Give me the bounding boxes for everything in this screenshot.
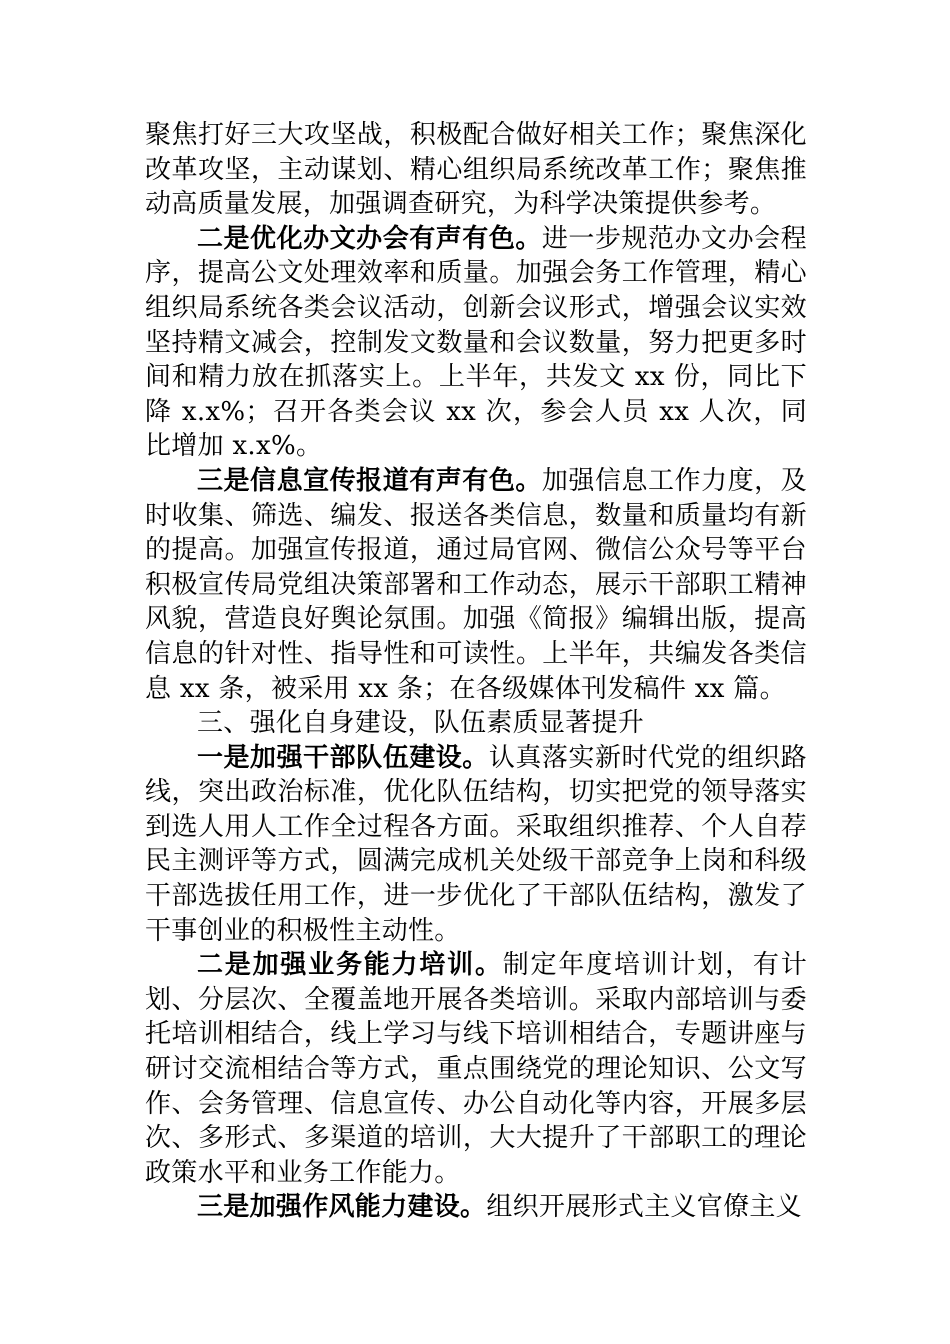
paragraph-6-text: 组织开展形式主义官僚主义 bbox=[486, 1192, 802, 1223]
paragraph-5 bbox=[145, 948, 807, 1190]
paragraph-1-text: 聚焦打好三大攻坚战，积极配合做好相关工作；聚焦深化改革攻坚，主动谋划、精心组织局系统改革工作；聚焦推动高质量发展，加强调查研究，为科学决策提供参考。 bbox=[145, 120, 807, 220]
paragraph-4-text: 认真落实新时代党的组织路线，突出政治标准，优化队伍结构，切实把党的领导落实到选人用人工作全过程各方面。采取组织推荐、个人自荐民主测评等方式，圆满完成机关处级干部竞争上岗和科级干部选拔任用工作，进一步优化了干部队伍结构，激发了干事创业的积极性主动性。 bbox=[145, 742, 807, 946]
paragraph-5-lead: 二是加强业务能力培训。 bbox=[197, 950, 503, 981]
section-heading-text: 三、强化自身建设，队伍素质显著提升 bbox=[197, 708, 645, 739]
paragraph-3 bbox=[145, 464, 807, 706]
section-heading bbox=[145, 706, 807, 741]
paragraph-3-lead: 三是信息宣传报道有声有色。 bbox=[197, 465, 542, 496]
paragraph-4-lead: 一是加强干部队伍建设。 bbox=[197, 742, 489, 773]
paragraph-2-lead: 二是优化办文办会有声有色。 bbox=[197, 223, 542, 254]
paragraph-1 bbox=[145, 118, 807, 222]
paragraph-4 bbox=[145, 741, 807, 949]
paragraph-5-text: 制定年度培训计划，有计划、分层次、全覆盖地开展各类培训。采取内部培训与委托培训相结合，线上学习与线下培训相结合，专题讲座与研讨交流相结合等方式，重点围绕党的理论知识、公文写作、会务管理、信息宣传、办公自动化等内容，开展多层次、多形式、多渠道的培训，大大提升了干部职工的理论政策水平和业务工作能力。 bbox=[145, 950, 807, 1188]
paragraph-6 bbox=[145, 1190, 807, 1225]
paragraph-3-text: 加强信息工作力度，及时收集、筛选、编发、报送各类信息，数量和质量均有新的提高。加强宣传报道，通过局官网、微信公众号等平台积极宣传局党组决策部署和工作动态，展示干部职工精神风貌，营造良好舆论氛围。加强《简报》编辑出版，提高信息的针对性、指导性和可读性。上半年，共编发各类信息 xx 条，被采用 xx 条；在各级媒体刊发稿件 xx 篇。 bbox=[145, 465, 807, 704]
paragraph-2-text: 进一步规范办文办会程序，提高公文处理效率和质量。加强会务工作管理，精心组织局系统各类会议活动，创新会议形式，增强会议实效坚持精文减会，控制发文数量和会议数量，努力把更多时间和精力放在抓落实上。上半年，共发文 xx 份，同比下降 x.x%；召开各类会议 xx 次，参会人员 xx 人次，同比增加 x.x%。 bbox=[145, 223, 807, 462]
document-page bbox=[145, 118, 807, 1225]
paragraph-6-lead: 三是加强作风能力建设。 bbox=[197, 1192, 487, 1223]
paragraph-2 bbox=[145, 222, 807, 464]
